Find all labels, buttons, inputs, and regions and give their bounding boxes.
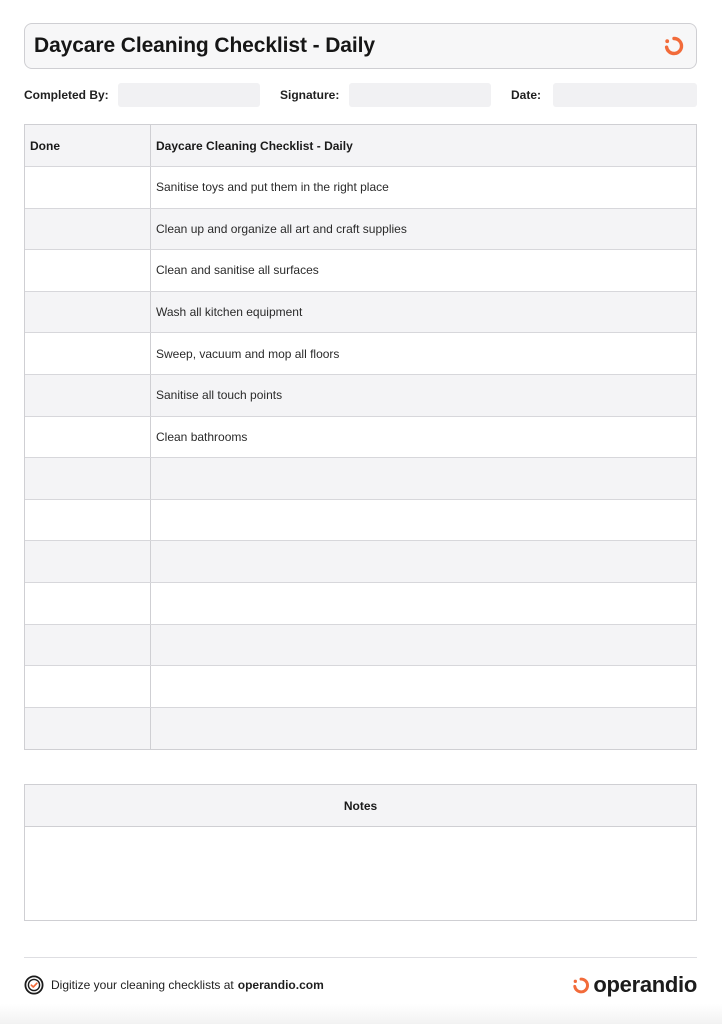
task-cell[interactable] xyxy=(151,458,696,499)
done-cell[interactable] xyxy=(25,417,151,458)
check-circle-icon xyxy=(24,975,44,995)
task-cell: Clean and sanitise all surfaces xyxy=(156,263,319,278)
table-row xyxy=(25,250,696,292)
completed-by-label: Completed By: xyxy=(24,88,109,102)
date-label: Date: xyxy=(511,88,542,102)
done-cell[interactable] xyxy=(25,250,151,291)
table-row xyxy=(25,167,696,209)
notes-section xyxy=(24,784,697,921)
operandio-o-icon xyxy=(570,974,592,996)
table-row xyxy=(25,292,696,334)
table-row xyxy=(25,625,696,667)
task-cell[interactable] xyxy=(151,541,696,582)
footer-cta-text: Digitize your cleaning checklists at xyxy=(51,978,234,992)
title-bar xyxy=(24,23,697,69)
signature-field[interactable] xyxy=(349,83,491,107)
meta-row xyxy=(24,83,697,107)
done-cell[interactable] xyxy=(25,333,151,374)
page-edge xyxy=(0,1004,722,1024)
date-field[interactable] xyxy=(553,83,697,107)
done-cell[interactable] xyxy=(25,375,151,416)
done-cell[interactable] xyxy=(25,500,151,541)
task-cell: Clean bathrooms xyxy=(156,429,248,444)
brand-logo xyxy=(570,972,697,998)
done-column-header: Done xyxy=(25,125,151,166)
done-cell[interactable] xyxy=(25,209,151,250)
table-row xyxy=(25,583,696,625)
checklist-table xyxy=(24,124,697,750)
task-cell: Wash all kitchen equipment xyxy=(156,305,303,320)
task-cell[interactable] xyxy=(151,583,696,624)
task-cell[interactable] xyxy=(151,500,696,541)
task-column-header: Daycare Cleaning Checklist - Daily xyxy=(156,138,353,153)
operandio-logo-icon xyxy=(662,34,686,58)
task-cell[interactable] xyxy=(151,708,696,750)
table-row xyxy=(25,708,696,750)
footer-divider xyxy=(24,957,697,958)
done-cell[interactable] xyxy=(25,167,151,208)
table-row xyxy=(25,458,696,500)
table-row xyxy=(25,209,696,251)
footer-cta-link[interactable]: operandio.com xyxy=(237,978,324,992)
checklist-header-row xyxy=(25,125,696,167)
table-row xyxy=(25,541,696,583)
done-cell[interactable] xyxy=(25,666,151,707)
footer xyxy=(24,972,697,998)
notes-body[interactable] xyxy=(25,827,696,920)
done-cell[interactable] xyxy=(25,292,151,333)
done-cell[interactable] xyxy=(25,708,151,750)
done-cell[interactable] xyxy=(25,541,151,582)
table-row xyxy=(25,375,696,417)
brand-wordmark: operandio xyxy=(593,972,697,997)
task-cell: Sanitise toys and put them in the right place xyxy=(156,180,389,195)
table-row xyxy=(25,500,696,542)
table-row xyxy=(25,666,696,708)
done-cell[interactable] xyxy=(25,625,151,666)
completed-by-field[interactable] xyxy=(118,83,260,107)
task-cell[interactable] xyxy=(151,625,696,666)
done-cell[interactable] xyxy=(25,583,151,624)
task-cell: Sweep, vacuum and mop all floors xyxy=(156,346,340,361)
task-cell[interactable] xyxy=(151,666,696,707)
page-title: Daycare Cleaning Checklist - Daily xyxy=(34,34,375,57)
footer-cta xyxy=(24,975,324,995)
task-cell: Sanitise all touch points xyxy=(156,388,283,403)
notes-title: Notes xyxy=(25,785,696,827)
done-cell[interactable] xyxy=(25,458,151,499)
signature-label: Signature: xyxy=(280,88,340,102)
task-cell: Clean up and organize all art and craft supplies xyxy=(156,221,407,236)
table-row xyxy=(25,417,696,459)
table-row xyxy=(25,333,696,375)
